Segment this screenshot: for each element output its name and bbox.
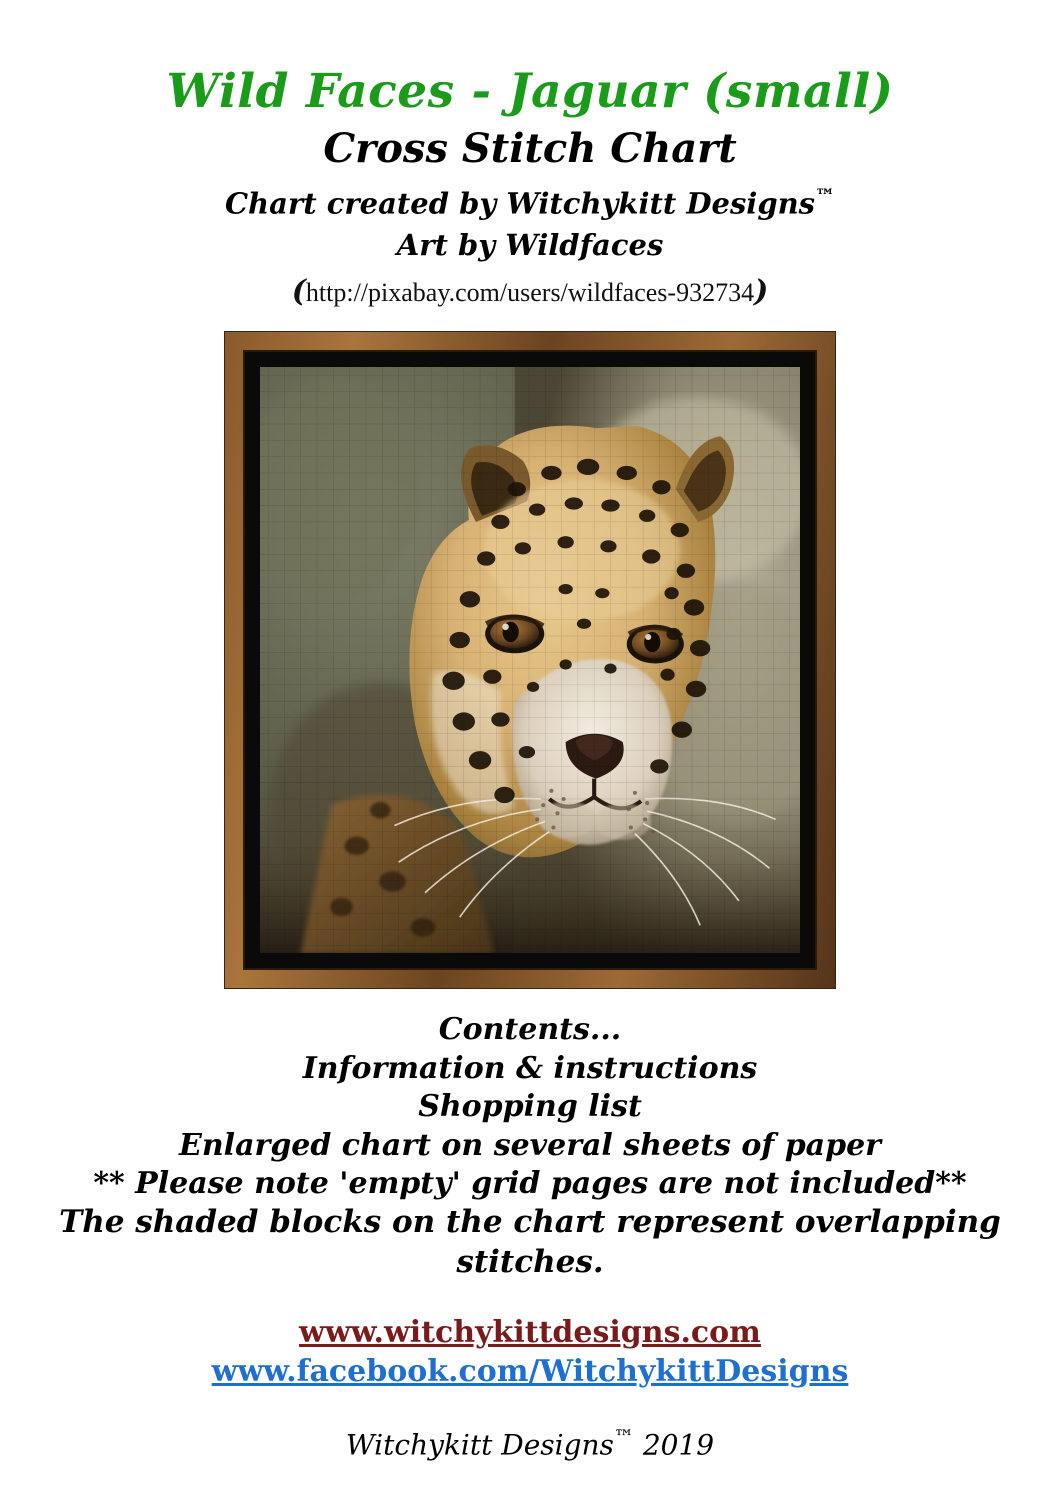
chart-credit-text: Chart created by Witchykitt Designs bbox=[224, 186, 816, 221]
document-header bbox=[0, 0, 1060, 309]
footer-copyright bbox=[0, 1425, 1060, 1461]
contents-note-empty-pages: ** Please note 'empty' grid pages are not included** bbox=[93, 1165, 967, 1201]
footer-trademark-symbol: ™ bbox=[613, 1424, 634, 1449]
chart-credit bbox=[0, 185, 1060, 221]
paren-close: ) bbox=[754, 274, 769, 310]
links-section bbox=[0, 1313, 1060, 1391]
picture-frame bbox=[224, 331, 836, 989]
footer-brand: Witchykitt Designs bbox=[345, 1427, 614, 1461]
contents-section bbox=[0, 1011, 1060, 1282]
paren-open: ( bbox=[291, 274, 306, 310]
framed-image bbox=[224, 331, 836, 989]
source-url-line bbox=[0, 274, 1060, 309]
contents-item-enlarged-chart: Enlarged chart on several sheets of paper bbox=[179, 1127, 881, 1163]
website-link[interactable]: www.witchykittdesigns.com bbox=[299, 1314, 761, 1350]
contents-heading: Contents... bbox=[438, 1012, 622, 1048]
page-subtitle: Cross Stitch Chart bbox=[323, 125, 737, 172]
page-title: Wild Faces - Jaguar (small) bbox=[166, 64, 894, 119]
contents-note-shaded-blocks: The shaded blocks on the chart represent overlapping stitches. bbox=[59, 1204, 1001, 1280]
frame-mat bbox=[243, 350, 817, 970]
trademark-symbol: ™ bbox=[815, 184, 836, 208]
source-url[interactable]: http://pixabay.com/users/wildfaces-932734 bbox=[305, 278, 755, 308]
art-credit: Art by Wildfaces bbox=[396, 228, 664, 262]
facebook-link[interactable]: www.facebook.com/WitchykittDesigns bbox=[211, 1353, 849, 1389]
footer-year: 2019 bbox=[642, 1427, 715, 1461]
jaguar-photo-graphic bbox=[260, 367, 800, 953]
contents-item-shopping-list: Shopping list bbox=[418, 1089, 642, 1125]
jaguar-photo bbox=[260, 367, 800, 953]
contents-item-information: Information & instructions bbox=[302, 1050, 758, 1086]
